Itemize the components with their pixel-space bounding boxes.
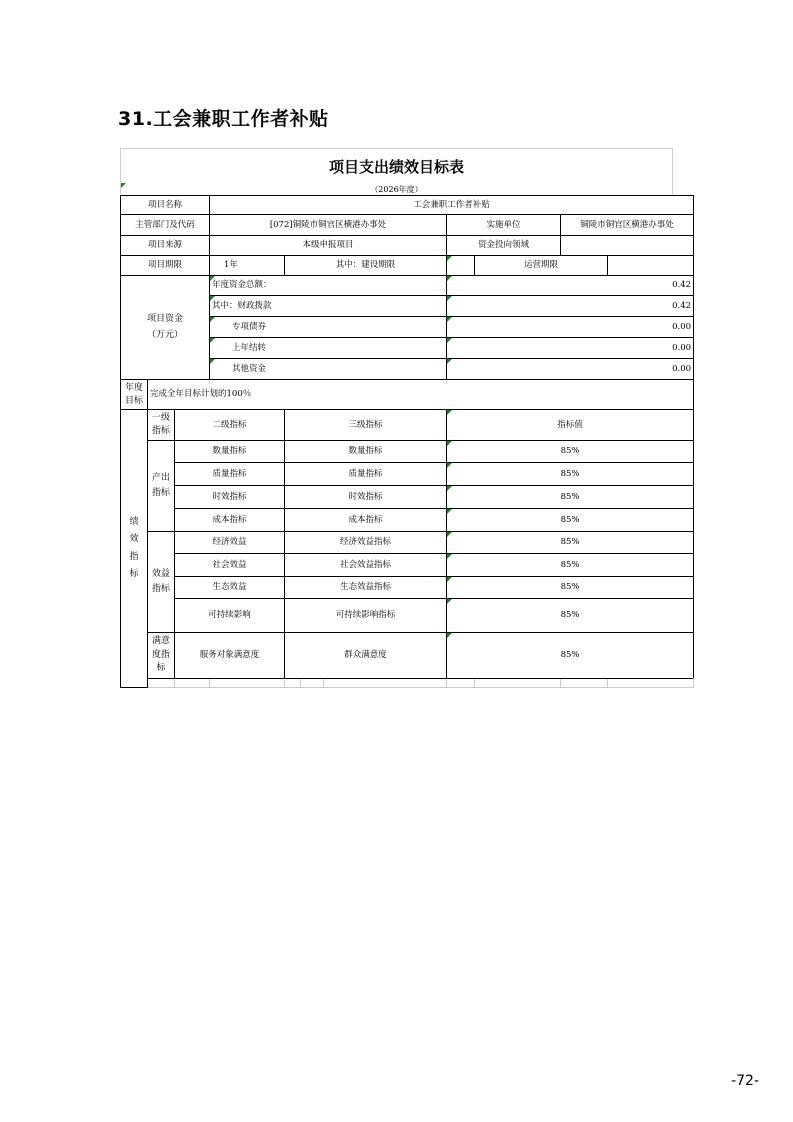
indicator-value: 85%	[447, 486, 694, 509]
project-name-value: 工会兼职工作者补贴	[210, 196, 694, 215]
indicator-value: 85%	[447, 599, 694, 633]
comment-marker-icon	[210, 296, 215, 301]
indicator-row	[121, 633, 694, 679]
indicator-level3: 社会效益指标	[285, 554, 447, 577]
row-fund-total	[121, 276, 694, 296]
row-indicator-header	[121, 410, 694, 441]
impl-value: 铜陵市铜官区横港办事处	[561, 215, 694, 236]
indicator-level2: 可持续影响	[175, 599, 285, 633]
comment-marker-icon	[210, 317, 215, 322]
project-name-label: 项目名称	[121, 196, 210, 215]
table-year-text: （2026年度）	[370, 184, 423, 194]
comment-marker-icon	[447, 532, 452, 537]
indicator-level2: 社会效益	[175, 554, 285, 577]
indicator-value: 85%	[447, 509, 694, 532]
impl-label: 实施单位	[447, 215, 561, 236]
annual-goal-text: 完成全年目标计划的100％	[148, 380, 694, 410]
annual-goal-label: 年度目标	[121, 380, 148, 410]
indicator-outer-label-text: 绩效指标	[129, 517, 139, 579]
indicator-level2: 生态效益	[175, 577, 285, 599]
fund-item-label: 年度资金总额：	[210, 276, 447, 296]
indicator-level2: 数量指标	[175, 441, 285, 463]
section-heading: 31.工会兼职工作者补贴	[118, 108, 329, 130]
comment-marker-icon	[210, 276, 215, 281]
indicator-value: 85%	[447, 441, 694, 463]
dept-label: 主管部门及代码	[121, 215, 210, 236]
row-ghost-gridlines	[121, 679, 694, 688]
comment-marker-icon	[447, 276, 452, 281]
table-title	[120, 148, 673, 183]
comment-marker-icon	[447, 441, 452, 446]
indicator-value: 85%	[447, 554, 694, 577]
table-title-text: 项目支出绩效目标表	[328, 157, 464, 176]
page-number: -72-	[731, 1073, 759, 1089]
fund-item-label: 专项债券	[210, 317, 447, 338]
comment-marker-icon	[447, 359, 452, 364]
period-label: 项目期限	[121, 256, 210, 276]
row-department	[121, 215, 694, 236]
oper-value	[608, 256, 694, 276]
row-source	[121, 236, 694, 256]
comment-marker-icon	[447, 410, 452, 415]
group-label-benefit: 效益指标	[148, 532, 175, 633]
fund-item-label: 其中：财政拨款	[210, 296, 447, 317]
comment-marker-icon	[447, 599, 452, 604]
indicator-row	[121, 486, 694, 509]
indicator-level2: 时效指标	[175, 486, 285, 509]
header-level2: 二级指标	[175, 410, 285, 441]
indicator-level3: 成本指标	[285, 509, 447, 532]
indicator-level3: 可持续影响指标	[285, 599, 447, 633]
indicator-level3: 群众满意度	[285, 633, 447, 679]
comment-marker-icon	[447, 577, 452, 582]
comment-marker-icon	[447, 317, 452, 322]
indicator-level3: 经济效益指标	[285, 532, 447, 554]
funds-unit: （万元）	[147, 329, 184, 340]
indicator-row	[121, 554, 694, 577]
funds-label-cell	[121, 276, 210, 380]
invest-value	[561, 236, 694, 256]
invest-label: 资金投向领域	[447, 236, 561, 256]
fund-item-label: 上年结转	[210, 338, 447, 359]
comment-marker-icon	[447, 463, 452, 468]
row-annual-goal	[121, 380, 694, 410]
indicator-value: 85%	[447, 463, 694, 486]
comment-marker-icon	[447, 486, 452, 491]
indicator-level2: 经济效益	[175, 532, 285, 554]
comment-marker-icon	[447, 509, 452, 514]
fund-item-value: 0.00	[447, 338, 694, 359]
indicator-level2: 质量指标	[175, 463, 285, 486]
performance-table	[120, 195, 694, 688]
indicator-level2: 成本指标	[175, 509, 285, 532]
indicator-level3: 时效指标	[285, 486, 447, 509]
header-level3: 三级指标	[285, 410, 447, 441]
comment-marker-icon	[447, 338, 452, 343]
comment-marker-icon	[121, 183, 126, 188]
build-label: 其中：建设期限	[285, 256, 447, 276]
indicator-level2: 服务对象满意度	[175, 633, 285, 679]
indicator-level3: 数量指标	[285, 441, 447, 463]
dept-value: [072]铜陵市铜官区横港办事处	[210, 215, 447, 236]
period-value: 1年	[210, 256, 285, 276]
build-value	[447, 256, 475, 276]
comment-marker-icon	[447, 633, 452, 638]
table-year	[120, 183, 673, 195]
indicator-value: 85%	[447, 633, 694, 679]
indicator-level3: 生态效益指标	[285, 577, 447, 599]
row-period	[121, 256, 694, 276]
fund-item-label: 其他资金	[210, 359, 447, 380]
oper-label: 运营期限	[475, 256, 608, 276]
indicator-outer-label	[121, 410, 148, 688]
indicator-level3: 质量指标	[285, 463, 447, 486]
header-level1: 一级指标	[148, 410, 175, 441]
header-value: 指标值	[447, 410, 694, 441]
comment-marker-icon	[447, 554, 452, 559]
indicator-row	[121, 577, 694, 599]
indicator-row	[121, 532, 694, 554]
funds-label: 项目资金	[147, 314, 184, 325]
group-label-satisfaction: 满意度指标	[148, 633, 175, 679]
indicator-row	[121, 441, 694, 463]
fund-item-value: 0.42	[447, 296, 694, 317]
fund-item-value: 0.00	[447, 317, 694, 338]
indicator-row	[121, 463, 694, 486]
comment-marker-icon	[447, 296, 452, 301]
fund-item-value: 0.00	[447, 359, 694, 380]
fund-item-value: 0.42	[447, 276, 694, 296]
source-label: 项目来源	[121, 236, 210, 256]
group-label-output: 产出指标	[148, 441, 175, 532]
indicator-row	[121, 599, 694, 633]
indicator-value: 85%	[447, 532, 694, 554]
comment-marker-icon	[447, 256, 452, 261]
indicator-value: 85%	[447, 577, 694, 599]
source-value: 本级申报项目	[210, 236, 447, 256]
comment-marker-icon	[210, 359, 215, 364]
performance-table-container	[120, 148, 692, 688]
indicator-row	[121, 509, 694, 532]
comment-marker-icon	[210, 338, 215, 343]
row-project-name	[121, 196, 694, 215]
